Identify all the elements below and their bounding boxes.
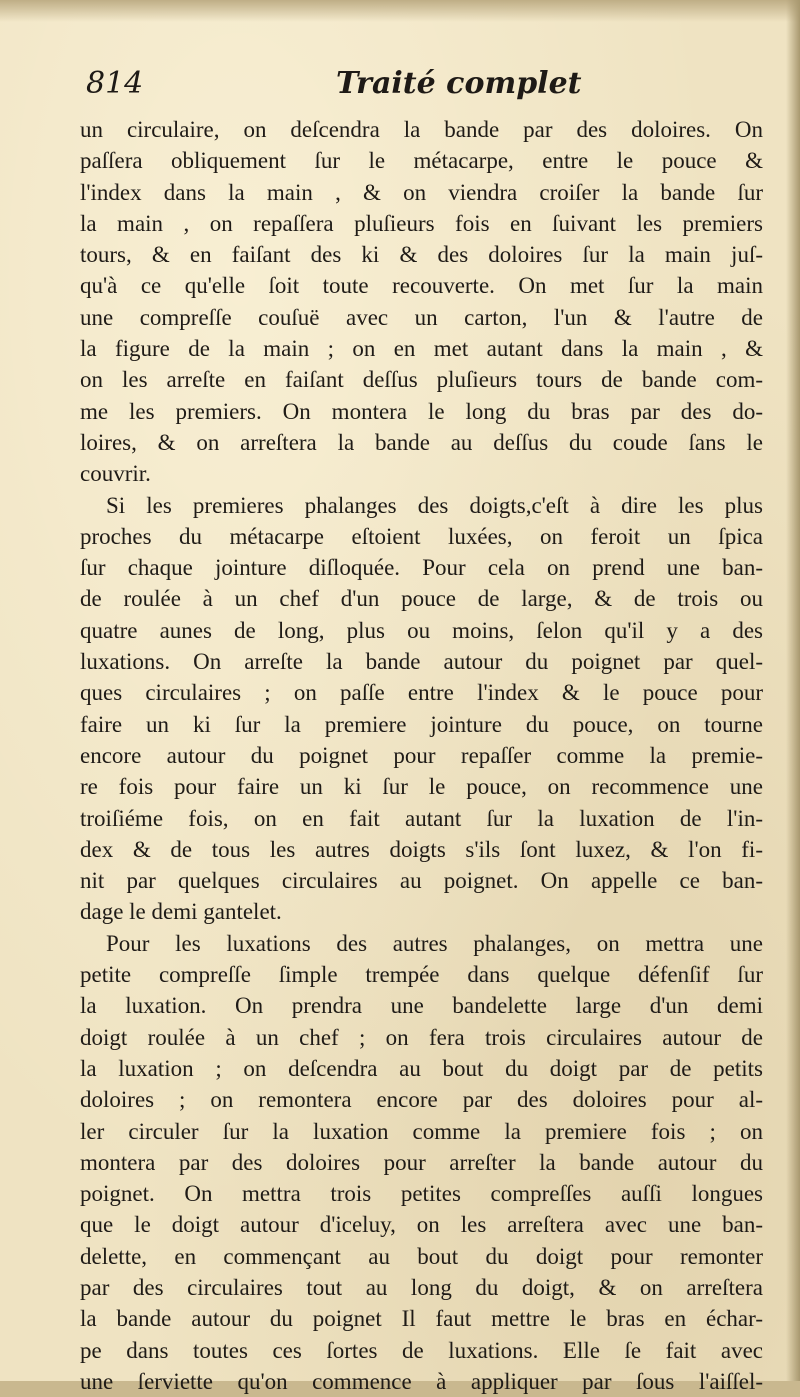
- text-line: proches du métacarpe eſtoient luxées, on feroit un ſpica: [80, 523, 763, 549]
- running-head: [86, 66, 766, 110]
- text-line: la bande autour du poignet Il faut mettre le bras en échar-: [80, 1306, 763, 1332]
- page-right-shadow: [786, 0, 800, 1381]
- body-text: [80, 114, 763, 1397]
- text-line: petite compreſſe ſimple trempée dans quelque défenſif ſur: [80, 962, 763, 988]
- page-number: 814: [86, 66, 144, 101]
- text-line: poignet. On mettra trois petites compreſſes auſſi longues: [80, 1181, 763, 1207]
- text-line: paſſera obliquement ſur le métacarpe, entre le pouce &: [80, 148, 763, 174]
- running-title: Traité complet: [336, 66, 582, 101]
- text-line: on les arreſte en faiſant deſſus pluſieurs tours de bande com-: [80, 367, 763, 393]
- text-line: doigt roulée à un chef ; on fera trois circulaires autour de: [80, 1024, 763, 1050]
- text-line: la luxation. On prendra une bandelette large d'un demi: [80, 993, 763, 1019]
- text-line: tours, & en faiſant des ki & des doloires ſur la main juſ-: [80, 242, 763, 268]
- text-line: dex & de tous les autres doigts s'ils ſont luxez, & l'on fi-: [80, 836, 763, 862]
- text-line: pe dans toutes ces ſortes de luxations. Elle ſe fait avec: [80, 1337, 763, 1363]
- text-line: nit par quelques circulaires au poignet. On appelle ce ban-: [80, 868, 763, 894]
- text-line: de roulée à un chef d'un pouce de large, & de trois ou: [80, 586, 763, 612]
- text-line: qu'à ce qu'elle ſoit toute recouverte. On met ſur la main: [80, 273, 763, 299]
- text-line: une ſerviette qu'on commence à appliquer par ſous l'aiſſel-: [80, 1368, 763, 1394]
- text-line: quatre aunes de long, plus ou moins, ſelon qu'il y a des: [80, 617, 763, 643]
- text-line: ques circulaires ; on paſſe entre l'index & le pouce pour: [80, 680, 763, 706]
- text-line: faire un ki ſur la premiere jointure du pouce, on tourne: [80, 711, 763, 737]
- text-line: la main , on repaſſera pluſieurs fois en ſuivant les premiers: [80, 210, 763, 236]
- text-line: me les premiers. On montera le long du bras par des do-: [80, 398, 763, 424]
- text-line: doloires ; on remontera encore par des doloires pour al-: [80, 1087, 763, 1113]
- text-line: luxations. On arreſte la bande autour du poignet par quel-: [80, 649, 763, 675]
- text-line: troiſiéme fois, on en fait autant ſur la luxation de l'in-: [80, 805, 763, 831]
- page-top-shadow: [0, 0, 800, 22]
- text-line: la luxation ; on deſcendra au bout du doigt par de petits: [80, 1055, 763, 1081]
- text-line: re fois pour faire un ki ſur le pouce, on recommence une: [80, 774, 763, 800]
- text-line: loires, & on arreſtera la bande au deſſus du coude ſans le: [80, 429, 763, 455]
- text-line: un circulaire, on deſcendra la bande par des doloires. On: [80, 117, 763, 142]
- text-line: montera par des doloires pour arreſter la bande autour du: [80, 1149, 763, 1175]
- text-line: encore autour du poignet pour repaſſer comme la premie-: [80, 742, 763, 768]
- text-line: ſur chaque jointure diſloquée. Pour cela on prend une ban-: [80, 555, 763, 581]
- paragraph-start-line: Si les premieres phalanges des doigts,c'eſt à dire les plus: [106, 492, 763, 518]
- text-line: par des circulaires tout au long du doigt, & on arreſtera: [80, 1274, 763, 1300]
- text-line: ler circuler ſur la luxation comme la premiere fois ; on: [80, 1118, 763, 1144]
- text-line: la figure de la main ; on en met autant dans la main , &: [80, 336, 763, 362]
- paragraph-end-line: dage le demi gantelet.: [80, 899, 282, 925]
- text-line: delette, en commençant au bout du doigt pour remonter: [80, 1243, 763, 1269]
- paragraph-end-line: couvrir.: [80, 461, 151, 487]
- paragraph-start-line: Pour les luxations des autres phalanges, on mettra une: [106, 930, 763, 956]
- text-line: que le doigt autour d'iceluy, on les arreſtera avec une ban-: [80, 1212, 763, 1238]
- text-line: une compreſſe couſuë avec un carton, l'un & l'autre de: [80, 304, 763, 330]
- text-line: l'index dans la main , & on viendra croiſer la bande ſur: [80, 179, 763, 205]
